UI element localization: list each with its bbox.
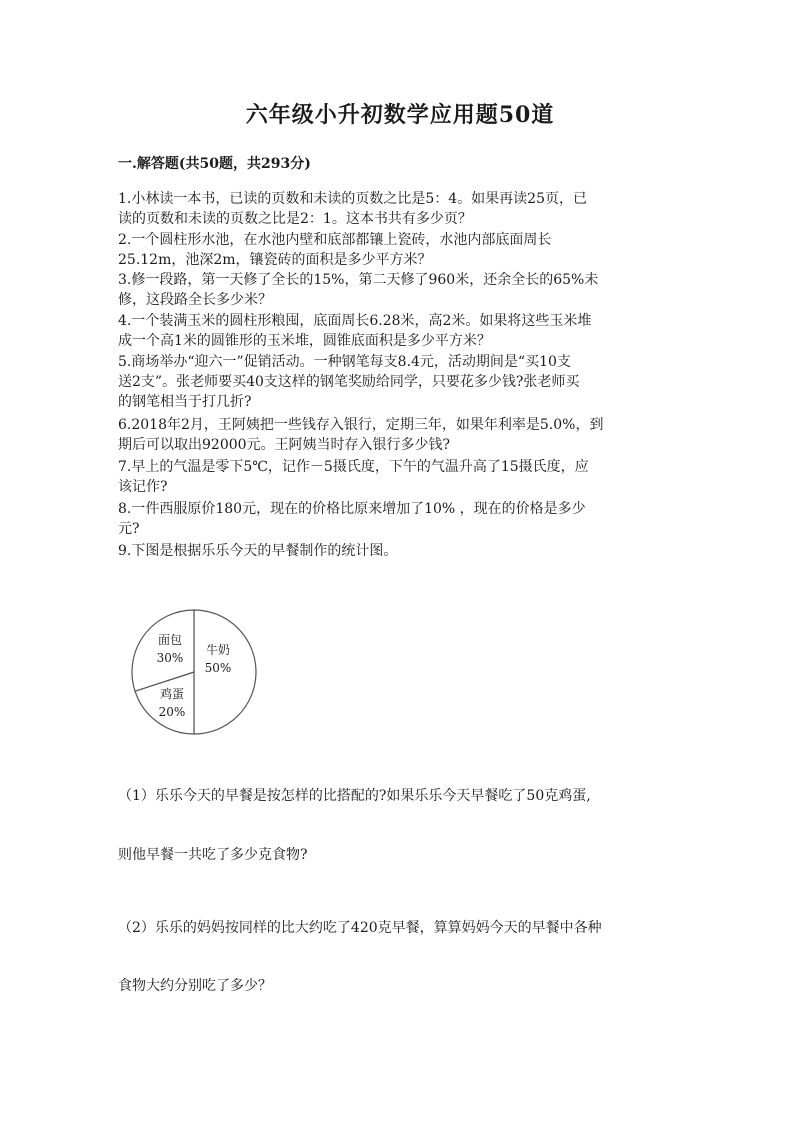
- page-title: 六年级小升初数学应用题50道: [245, 102, 555, 128]
- question-line: 6.2018年2月，王阿姨把一些钱存入银行，定期三年，如果年利率是5.0%，到: [118, 417, 604, 433]
- question-7: [118, 457, 688, 497]
- question-line: 7.早上的气温是零下5℃，记作－5摄氏度，下午的气温升高了15摄氏度，应: [118, 459, 589, 475]
- subquestion-1-line-1: （1）乐乐今天的早餐是按怎样的比搭配的?如果乐乐今天早餐吃了50克鸡蛋,: [118, 788, 591, 804]
- question-line: 2.一个圆柱形水池，在水池内壁和底部都镶上瓷砖，水池内部底面周长: [118, 232, 552, 248]
- question-line: 3.修一段路，第一天修了全长的15%，第二天修了960米，还余全长的65%未: [118, 272, 599, 288]
- question-line: 9.下图是根据乐乐今天的早餐制作的统计图。: [118, 543, 398, 559]
- subquestion-1-line-2: 则他早餐一共吃了多少克食物?: [118, 847, 308, 863]
- pie-value-milk: 50%: [204, 661, 232, 675]
- question-line: 25.12m，池深2m，镶瓷砖的面积是多少平方米？: [118, 252, 432, 268]
- question-line: 送2支”。张老师要买40支这样的钢笔奖励给同学，只要花多少钱?张老师买: [118, 374, 580, 390]
- question-8: [118, 499, 688, 539]
- pie-label-egg: 鸡蛋: [159, 687, 185, 701]
- question-line: 1.小林读一本书，已读的页数和未读的页数之比是5：4。如果再读25页，已: [118, 191, 587, 207]
- subquestion-2-line-2: 食物大约分别吃了多少？: [118, 978, 272, 994]
- question-line: 成一个高1米的圆锥形的玉米堆，圆锥底面积是多少平方米？: [118, 333, 491, 349]
- question-line: 的钢笔相当于打几折?: [118, 394, 252, 410]
- question-line: 元?: [118, 521, 140, 537]
- question-3: [118, 270, 688, 310]
- section-heading: 一.解答题(共50题，共293分): [118, 156, 311, 172]
- question-line: 读的页数和未读的页数之比是2：1。这本书共有多少页？: [118, 211, 472, 227]
- question-line: 4.一个装满玉米的圆柱形粮囤，底面周长6.28米，高2米。如果将这些玉米堆: [118, 313, 592, 329]
- subquestion-2-line-1: （2）乐乐的妈妈按同样的比大约吃了420克早餐，算算妈妈今天的早餐中各种: [118, 920, 602, 936]
- question-5: [118, 352, 688, 412]
- question-line: 8.一件西服原价180元，现在的价格比原来增加了10% ，现在的价格是多少: [118, 501, 586, 517]
- pie-value-egg: 20%: [158, 705, 186, 719]
- question-1: [118, 189, 688, 229]
- pie-label-bread: 面包: [157, 633, 183, 647]
- question-2: [118, 230, 688, 270]
- question-line: 修，这段路全长多少米？: [118, 292, 272, 308]
- question-line: 期后可以取出92000元。王阿姨当时存入银行多少钱?: [118, 437, 451, 453]
- pie-value-bread: 30%: [156, 651, 184, 665]
- question-6: [118, 415, 688, 455]
- question-line: 5.商场举办“迎六一”促销活动。一种钢笔每支8.4元，活动期间是“买10支: [118, 354, 571, 370]
- question-9: [118, 541, 688, 561]
- pie-label-milk: 牛奶: [205, 643, 231, 657]
- question-4: [118, 311, 688, 351]
- question-line: 该记作?: [118, 479, 168, 495]
- breakfast-pie-chart: [128, 606, 268, 746]
